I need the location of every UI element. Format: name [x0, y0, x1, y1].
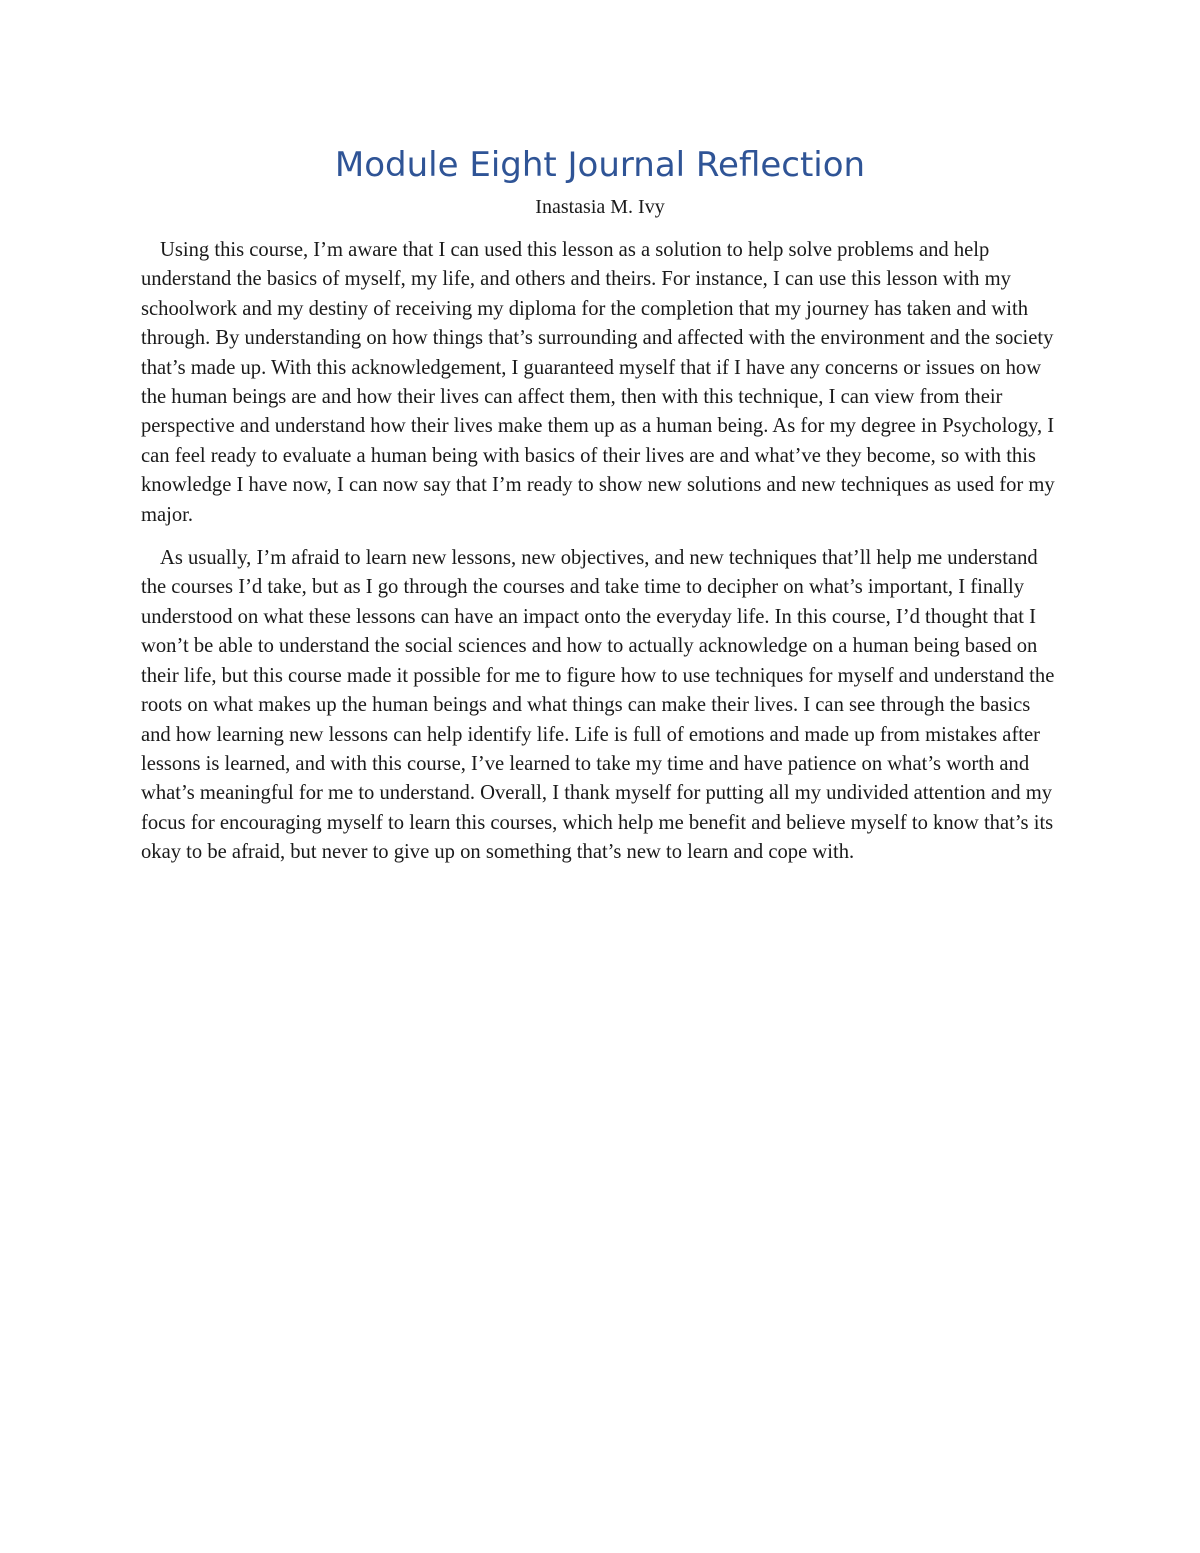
document-title: Module Eight Journal Reflection: [334, 145, 866, 185]
body-paragraph-1: Using this course, I’m aware that I can used this lesson as a solution to help solve problems and help understand the basics of myself, my life, and others and theirs. For instance, I can use this lesson with my schoolwork and my destiny of receiving my diploma for the completion that my journey has taken and with through. By understanding on how things that’s surrounding and affected with the environment and the society that’s made up. With this acknowledgement, I guaranteed myself that if I have any concerns or issues on how the human beings are and how their lives can affect them, then with this technique, I can view from their perspective and understand how their lives make them up as a human being. As for my degree in Psychology, I can feel ready to evaluate a human being with basics of their lives are and what’ve they become, so with this knowledge I have now, I can now say that I’m ready to show new solutions and new techniques as used for my major.: [141, 239, 1055, 526]
document-body: [141, 236, 1059, 882]
author-name: Inastasia M. Ivy: [535, 196, 665, 218]
body-paragraph-2: As usually, I’m afraid to learn new lessons, new objectives, and new techniques that’ll help me understand the courses I’d take, but as I go through the courses and take time to decipher on what’s important, I finally understood on what these lessons can have an impact onto the everyday life. In this course, I’d thought that I won’t be able to understand the social sciences and how to actually acknowledge on a human being based on their life, but this course made it possible for me to figure how to use techniques for myself and understand the roots on what makes up the human beings and what things can make their lives. I can see through the basics and how learning new lessons can help identify life. Life is full of emotions and made up from mistakes after lessons is learned, and with this course, I’ve learned to take my time and have patience on what’s worth and what’s meaningful for me to understand. Overall, I thank myself for putting all my undivided attention and my focus for encouraging myself to learn this courses, which help me benefit and believe myself to know that’s its okay to be afraid, but never to give up on something that’s new to learn and cope with.: [141, 547, 1055, 864]
